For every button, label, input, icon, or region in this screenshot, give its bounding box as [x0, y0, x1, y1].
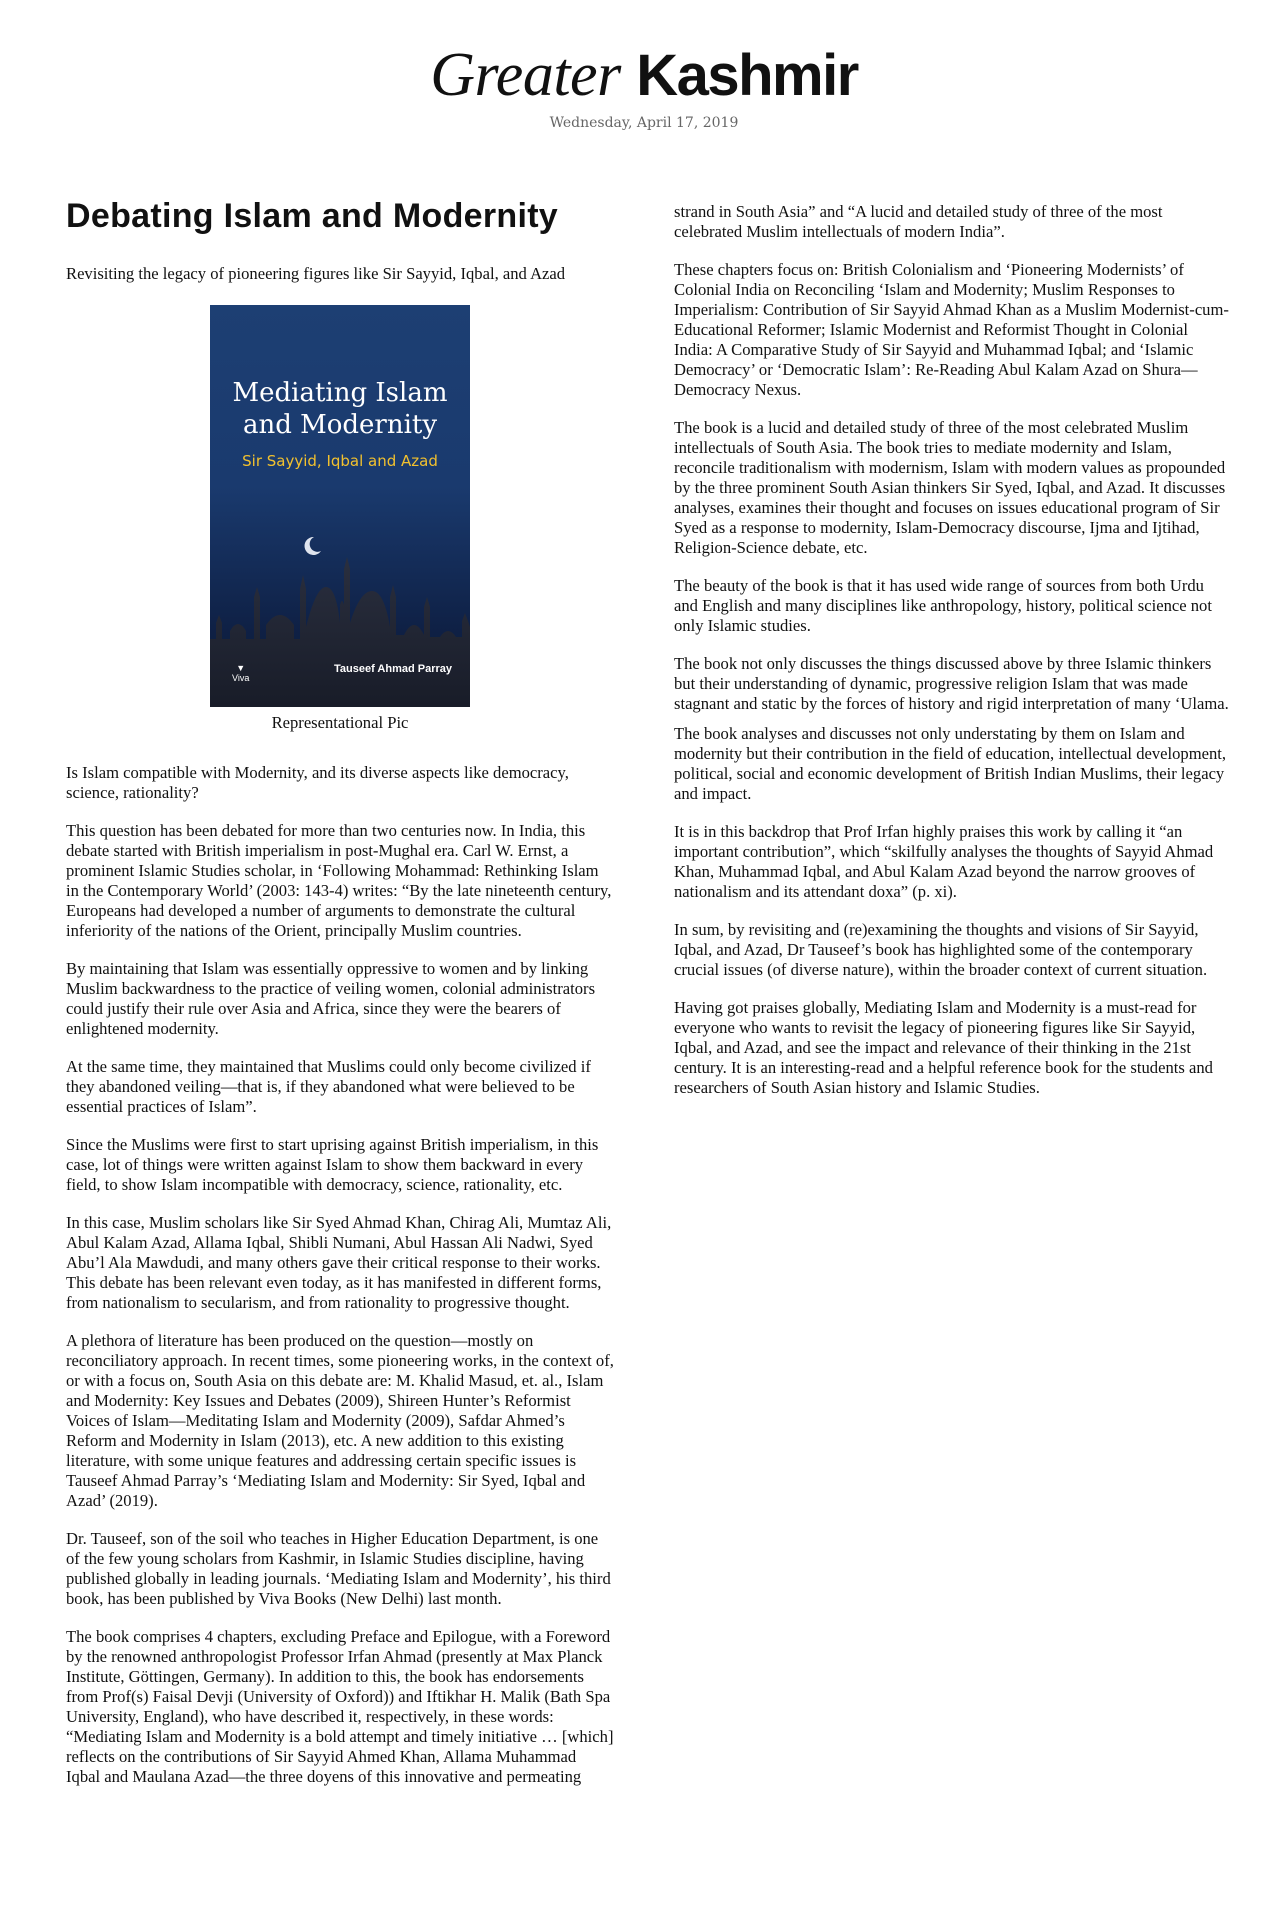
book-cover-image — [210, 305, 470, 707]
article-paragraph: The book comprises 4 chapters, excluding Preface and Epilogue, with a Foreword by the renowned anthropologist Professor Irfan Ahmad (presently at Max Planck Institute, Göttingen, Germany). In addition to this, the book has endorsements from Prof(s) Faisal Devji (University of Oxford)) and Iftikhar H. Malik (Bath Spa University, England), who have described it, respectively, in these words: “Mediating Islam and Modernity is a bold attempt and timely initiative … [which] reflects on the contributions of Sir Sayyid Ahmed Khan, Allama Muhammad Iqbal and Maulana Azad—the three doyens of this innovative and permeating — [66, 1627, 614, 1786]
article-paragraph: This question has been debated for more than two centuries now. In India, this debate started with British imperialism in post-Mughal era. Carl W. Ernst, a prominent Islamic Studies scholar, in ‘Following Mohammad: Rethinking Islam in the Contemporary World’ (2003: 143-4) writes: “By the late nineteenth century, Europeans had developed a number of arguments to demonstrate the cultural inferiority of the nations of the Orient, principally Muslim countries. — [66, 821, 612, 940]
publisher-logo: ▼ Viva — [232, 663, 250, 683]
article-paragraph: Is Islam compatible with Modernity, and its diverse aspects like democracy, science, rationality? — [66, 763, 569, 802]
article-paragraph: Since the Muslims were first to start uprising against British imperialism, in this case, lot of things were written against Islam to show them backward in every field, to show Islam incompatible with democracy, science, rationality, etc. — [66, 1135, 599, 1194]
article-paragraph: At the same time, they maintained that Muslims could only become civilized if they abandoned veiling—that is, if they abandoned what were believed to be essential practices of Islam”. — [66, 1057, 591, 1116]
article-paragraph: In this case, Muslim scholars like Sir Syed Ahmad Khan, Chirag Ali, Mumtaz Ali, Abul Kalam Azad, Allama Iqbal, Shibli Numani, Abul Hassan Ali Nadwi, Syed Abu’l Ala Mawdudi, and many others gave their critical response to their works. This debate has been relevant even today, as it has manifested in different forms, from nationalism to secularism, and from rationality to progressive thought. — [66, 1213, 612, 1312]
article-paragraph: strand in South Asia” and “A lucid and detailed study of three of the most celebrated Muslim intellectuals of modern India”. — [674, 202, 1163, 241]
brand-word-greater: Greater — [430, 41, 621, 109]
crescent-icon — [305, 537, 321, 555]
masthead — [0, 40, 1288, 131]
article-paragraph: The book not only discusses the things discussed above by three Islamic thinkers but their understanding of dynamic, progressive religion Islam that was made stagnant and static by the forces of history and rigid interpretation of many ‘Ulama. — [674, 654, 1229, 713]
cover-subtitle: Sir Sayyid, Iqbal and Azad — [242, 452, 438, 470]
article-headline: Debating Islam and Modernity — [66, 197, 559, 235]
article-subhead: Revisiting the legacy of pioneering figures like Sir Sayyid, Iqbal, and Azad — [66, 264, 566, 283]
article-paragraph: The book is a lucid and detailed study of three of the most celebrated Muslim intellectuals of South Asia. The book tries to mediate modernity and Islam, reconcile traditionalism with modernism, Islam with modern values as propounded by the three prominent South Asian thinkers Sir Syed, Iqbal, and Azad. It discusses analyses, examines their thought and focuses on issues educational program of Sir Syed as a response to modernity, Islam-Democracy discourse, Ijma and Ijtihad, Religion-Science debate, etc. — [674, 418, 1226, 557]
article-paragraph: Having got praises globally, Mediating Islam and Modernity is a must-read for everyone who wants to revisit the legacy of pioneering figures like Sir Sayyid, Iqbal, and Azad, and see the impact and relevance of their thinking in the 21st century. It is an interesting-read and a helpful reference book for the students and researchers of South Asian history and Islamic Studies. — [674, 998, 1213, 1097]
article-paragraph: It is in this backdrop that Prof Irfan highly praises this work by calling it “an important contribution”, which “skilfully analyses the thoughts of Sayyid Ahmad Khan, Muhammad Iqbal, and Abul Kalam Azad beyond the narrow grooves of nationalism and its attendant doxa” (p. xi). — [674, 822, 1214, 901]
article-paragraph: The beauty of the book is that it has used wide range of sources from both Urdu and English and many disciplines like anthropology, history, political science not only Islamic studies. — [674, 576, 1212, 635]
article-paragraph: Dr. Tauseef, son of the soil who teaches in Higher Education Department, is one of the few young scholars from Kashmir, in Islamic Studies discipline, having published globally in leading journals. ‘Mediating Islam and Modernity’, his third book, has been published by Viva Books (New Delhi) last month. — [66, 1529, 611, 1608]
article-figure — [210, 305, 470, 733]
article-paragraph: These chapters focus on: British Colonialism and ‘Pioneering Modernists’ of Colonial India on Reconciling ‘Islam and Modernity; Muslim Responses to Imperialism: Contribution of Sir Sayyid Ahmad Khan as a Muslim Modernist-cum-Educational Reformer; Islamic Modernist and Reformist Thought in Colonial India: A Comparative Study of Sir Sayyid and Muhammad Iqbal; and ‘Islamic Democracy’ or ‘Democratic Islam’: Re-Reading Abul Kalam Azad on Shura—Democracy Nexus. — [674, 260, 1229, 399]
cover-title: Mediating Islam and Modernity — [232, 378, 448, 440]
article-column-left — [66, 190, 614, 1805]
publication-date: Wednesday, April 17, 2019 — [549, 115, 739, 131]
brand-word-kashmir: Kashmir — [636, 43, 858, 108]
article-paragraph: The book analyses and discusses not only understating by them on Islam and modernity but their contribution in the field of education, intellectual development, political, social and economic development of British Indian Muslims, their legacy and impact. — [674, 724, 1227, 803]
publisher-name: Viva — [232, 673, 250, 683]
article-paragraph: By maintaining that Islam was essentially oppressive to women and by linking Muslim backwardness to the practice of veiling women, colonial administrators could justify their rule over Asia and Africa, since they were the bearers of enlightened modernity. — [66, 959, 596, 1038]
article-paragraph: In sum, by revisiting and (re)examining the thoughts and visions of Sir Sayyid, Iqbal, and Azad, Dr Tauseef’s book has highlighted some of the contemporary crucial issues (of diverse nature), within the broader context of current situation. — [674, 920, 1208, 979]
article-column-right — [674, 202, 1229, 1116]
image-caption: Representational Pic — [271, 713, 409, 732]
article-paragraph: A plethora of literature has been produced on the question—mostly on reconciliatory approach. In recent times, some pioneering works, in the context of, or with a focus on, South Asia on this debate are: M. Khalid Masud, et. al., Islam and Modernity: Key Issues and Debates (2009), Shireen Hunter’s Reformist Voices of Islam—Meditating Islam and Modernity (2009), Safdar Ahmed’s Reform and Modernity in Islam (2013), etc. A new addition to this existing literature, with some unique features and addressing certain specific issues is Tauseef Ahmad Parray’s ‘Mediating Islam and Modernity: Sir Syed, Iqbal and Azad’ (2019). — [66, 1331, 614, 1510]
cover-author: Tauseef Ahmad Parray — [334, 663, 452, 675]
brand-logo[interactable] — [0, 40, 1288, 111]
